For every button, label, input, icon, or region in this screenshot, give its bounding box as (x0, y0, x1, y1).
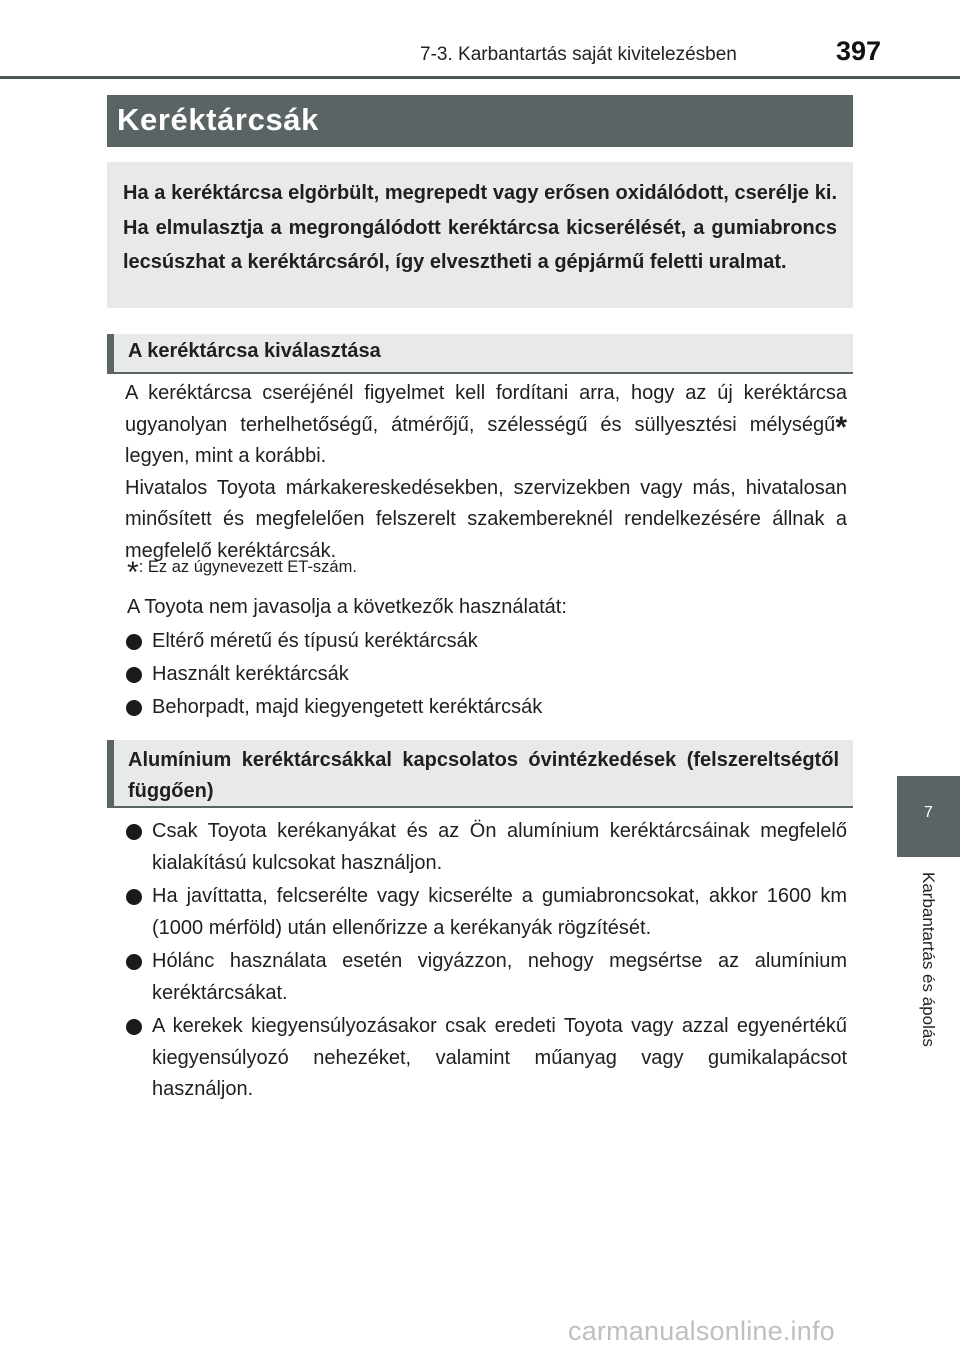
wheel-selection-text (125, 378, 847, 567)
header-section-title: 7-3. Karbantartás saját kivitelezésben (420, 44, 737, 65)
aluminum-precautions-list (125, 816, 847, 1108)
list-item: Használt keréktárcsák (125, 659, 847, 692)
list-item: Behorpadt, majd kiegyengetett keréktárcsák (125, 692, 847, 725)
watermark: carmanualsonline.info (568, 1316, 835, 1346)
bullet-icon (126, 889, 142, 905)
header-rule (0, 76, 960, 79)
section-heading-wheel-selection: A keréktárcsa kiválasztása (107, 334, 853, 374)
list-item: Csak Toyota kerékanyákat és az Ön alumínium keréktárcsáinak megfelelő kialakítású kulcsokat használjon. (125, 816, 847, 879)
list-item: Hólánc használata esetén vigyázzon, nehogy megsértse az alumínium keréktárcsákat. (125, 946, 847, 1009)
bullet-icon (126, 954, 142, 970)
list-item: A kerekek kiegyensúlyozásakor csak eredeti Toyota vagy azzal egyenértékű kiegyensúlyozó nehezéket, valamint műanyag vagy gumikalapácsot használjon. (125, 1011, 847, 1106)
not-recommended-list (125, 626, 847, 725)
paragraph-2: Hivatalos Toyota márkakereskedésekben, szervizekben vagy más, hivatalosan minősített és megfelelően felszerelt szakembereknél rendelkezésére állnak a megfelelő keréktárcsák. (125, 476, 847, 562)
footnote-marker: * (835, 410, 847, 444)
page-number: 397 (836, 36, 882, 66)
paragraph-1: A keréktárcsa cseréjénél figyelmet kell fordítani arra, hogy az új keréktárcsa ugyanolyan terhelhetőségű, átmérőjű, szélességű és süllyesztési mélységű* legyen, mint a korábbi. (125, 382, 847, 467)
chapter-tab (897, 776, 960, 857)
bullet-icon (126, 700, 142, 716)
section-heading-aluminum-wheels: Alumínium keréktárcsákkal kapcsolatos óvintézkedések (felszereltségtől függően) (107, 740, 853, 808)
list-item: Ha javíttatta, felcserélte vagy kicserélte a gumiabroncsokat, akkor 1600 km (1000 mérföld) után ellenőrizze a kerékanyák rögzítését. (125, 881, 847, 944)
not-recommended-intro: A Toyota nem javasolja a következők használatát: (127, 596, 567, 618)
footnote: *: Ez az úgynevezett ET-szám. (127, 556, 357, 589)
bullet-icon (126, 1019, 142, 1035)
bullet-icon (126, 634, 142, 650)
page-title: Keréktárcsák (107, 95, 853, 147)
bullet-icon (126, 667, 142, 683)
bullet-icon (126, 824, 142, 840)
chapter-number: 7 (924, 804, 933, 821)
footnote-star: * (127, 556, 139, 589)
chapter-title: Karbantartás és ápolás (919, 872, 938, 1047)
list-item: Eltérő méretű és típusú keréktárcsák (125, 626, 847, 659)
warning-box: Ha a keréktárcsa elgörbült, megrepedt vagy erősen oxidálódott, cserélje ki. Ha elmulasztja a megrongálódott keréktárcsa kicserélését, a gumiabroncs lecsúszhat a keréktárcsáról, így elvesztheti a gépjármű feletti uralmat. (107, 162, 853, 308)
